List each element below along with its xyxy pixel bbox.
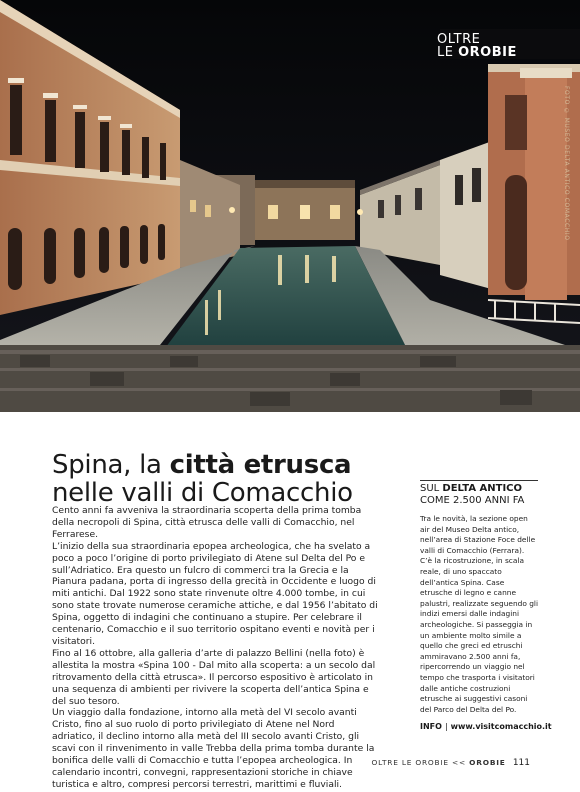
article-paragraph: Un viaggio dalla fondazione, intorno alla metà del VI secolo avanti Cristo, fino al suo ruolo di porto privilegiato di Atene nel Nord adriatico, il declino intorno alla metà del III secolo avanti Cristo, gli scavi con il rinvenimento in valle Trebba della prima tomba durante la bonifica delle valli di Comacchio e tutta l’epopea archeologica. In calendario incontri, convegni, rappresentazioni storiche in chiave turistica e altro, compresi percorsi terrestri, marittimi e fluviali. bbox=[52, 707, 375, 790]
article-paragraph: Fino al 16 ottobre, alla galleria d’arte di palazzo Bellini (nella foto) è allestita la mostra «Spina 100 - Dal mito alla scoperta: a un secolo dal ritrovamento della città etrusca». Il percorso espositivo è articolato in una sequenza di ambienti per rivivere la scoperta dell’antica Spina e del suo tesoro. bbox=[52, 647, 376, 707]
info-separator: | bbox=[444, 722, 448, 732]
brand-line-2: LE OROBIE bbox=[437, 45, 517, 60]
sidebar-heading: SUL DELTA ANTICO COME 2.500 ANNI FA bbox=[420, 483, 525, 506]
page-number: 111 bbox=[512, 758, 530, 768]
sidebar-info bbox=[420, 722, 552, 732]
article-title: Spina, la città etrusca nelle valli di Comacchio bbox=[52, 450, 353, 508]
sidebar-text: Tra le novità, la sezione open air del Museo Delta antico, nell’area di Stazione Foce delle valli di Comacchio (Ferrara). C’è la ricostruzione, in scala reale, di uno spaccato dell’antica Spina. Case etrusche di legno e canne palustri, realizzate seguendo gli indizi emersi dalle indagini archeologiche. Si passeggia in un ambiente molto simile a quello che greci ed etruschi ammiravano 2.500 anni fa, ripercorrendo un viaggio nel tempo che trasporta i visitatori dalle antiche costruzioni etrusche ai suggestivi casoni del Parco del Delta del Po. bbox=[420, 514, 539, 714]
article-paragraph: Cento anni fa avveniva la straordinaria scoperta della prima tomba della necropoli di Spina, città etrusca delle valli di Comacchio, nel Ferrarese. bbox=[52, 505, 362, 540]
article-body bbox=[52, 505, 380, 791]
footer-magazine-bold: OROBIE bbox=[469, 758, 506, 767]
article-paragraph: L’inizio della sua straordinaria epopea archeologica, che ha svelato a poco a poco l’origine di porto privilegiato di Atene sul Delta del Po e sull’Adriatico. Era questo un fulcro di commerci tra la Grecia e la Pianura padana, porta di ingresso della grecità in Occidente e luogo di miti antichi. Dal 1922 sono state rinvenute oltre 4.000 tombe, in cui sono state trovate numerose ceramiche attiche, e dal 1956 l’abitato di Spina, oggetto di indagini che continuano a stupire. Per celebrare il centenario, Comacchio e il suo territorio ospitano eventi e novità per i visitatori. bbox=[52, 540, 378, 647]
info-label: INFO bbox=[420, 722, 442, 732]
photo-credit: FOTO © MUSEO DELTA ANTICO COMACCHIO bbox=[563, 86, 570, 241]
info-link[interactable]: www.visitcomacchio.it bbox=[450, 722, 552, 732]
page-footer bbox=[371, 758, 530, 768]
brand-line-1: OLTRE bbox=[437, 32, 481, 47]
footer-magazine-text: OLTRE LE OROBIE << bbox=[371, 758, 466, 767]
sidebar-box bbox=[420, 480, 552, 732]
